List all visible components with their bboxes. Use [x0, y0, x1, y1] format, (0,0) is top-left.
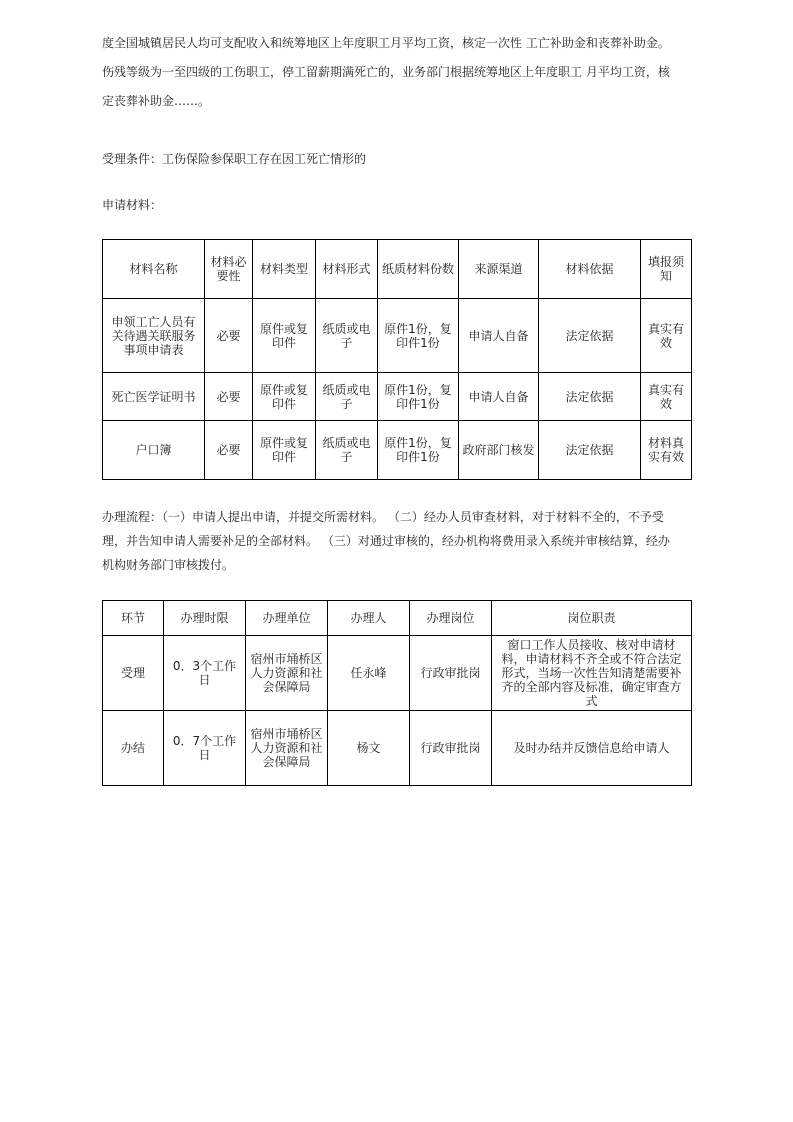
intro-line: 定丧葬补助金……。 [102, 94, 211, 108]
table-cell: 原件或复印件 [253, 373, 316, 421]
table-cell: 宿州市埇桥区人力资源和社会保障局 [246, 636, 328, 711]
process-line: 理，并告知申请人需要补足的全部材料。 （三）对通过审核的，经办机构将费用录入系统并审核结算，经办 [102, 534, 670, 548]
table-cell: 必要 [205, 421, 253, 480]
header-cell: 环节 [103, 601, 164, 636]
table-cell: 必要 [205, 373, 253, 421]
table-row [103, 711, 692, 786]
table-cell: 政府部门核发 [459, 421, 539, 480]
table-cell: 真实有效 [641, 299, 692, 373]
table-cell: 纸质或电子 [316, 299, 378, 373]
table-cell: 原件或复印件 [253, 299, 316, 373]
table-cell: 材料真实有效 [641, 421, 692, 480]
process-table [102, 600, 692, 786]
header-cell: 来源渠道 [459, 240, 539, 299]
table-row [103, 421, 692, 480]
header-cell: 办理时限 [164, 601, 246, 636]
table-cell: 行政审批岗 [410, 711, 492, 786]
table-cell: 办结 [103, 711, 164, 786]
materials-label: 申请材料： [102, 198, 163, 212]
table-cell: 申请人自备 [459, 299, 539, 373]
condition-text: 受理条件：工伤保险参保职工存在因工死亡情形的 [102, 152, 367, 166]
material-name-cell: 申领工亡人员有关待遇关联服务事项申请表 [103, 299, 205, 373]
table-cell: 原件1份，复印件1份 [378, 373, 459, 421]
table-header-row [103, 240, 692, 299]
table-cell: 宿州市埇桥区人力资源和社会保障局 [246, 711, 328, 786]
header-cell: 材料依据 [539, 240, 641, 299]
table-cell: 杨文 [328, 711, 410, 786]
table-cell: 0．7个工作日 [164, 711, 246, 786]
header-cell: 材料形式 [316, 240, 378, 299]
table-cell: 窗口工作人员接收、核对申请材料，申请材料不齐全或不符合法定形式，当场一次性告知清楚需要补齐的全部内容及标准，确定审查方式 [492, 636, 692, 711]
application-materials-heading [102, 198, 702, 212]
acceptance-condition [102, 152, 702, 166]
process-line: 机构财务部门审核拨付。 [102, 558, 235, 572]
table-cell: 及时办结并反馈信息给申请人 [492, 711, 692, 786]
table-cell: 纸质或电子 [316, 373, 378, 421]
table-cell: 真实有效 [641, 373, 692, 421]
table-cell: 必要 [205, 299, 253, 373]
material-name-cell: 死亡医学证明书 [103, 373, 205, 421]
header-cell: 办理人 [328, 601, 410, 636]
table-row [103, 636, 692, 711]
table-cell: 原件1份，复印件1份 [378, 421, 459, 480]
table-cell: 法定依据 [539, 299, 641, 373]
table-cell: 法定依据 [539, 373, 641, 421]
table-cell: 法定依据 [539, 421, 641, 480]
table-cell: 受理 [103, 636, 164, 711]
table-cell: 任永峰 [328, 636, 410, 711]
header-cell: 办理单位 [246, 601, 328, 636]
material-name-cell: 户口簿 [103, 421, 205, 480]
header-cell: 材料名称 [103, 240, 205, 299]
table-cell: 原件1份，复印件1份 [378, 299, 459, 373]
process-line: 办理流程：（一）申请人提出申请，并提交所需材料。 （二）经办人员审查材料，对于材料不全的，不予受 [102, 510, 664, 524]
table-cell: 0．3个工作日 [164, 636, 246, 711]
table-cell: 行政审批岗 [410, 636, 492, 711]
table-cell: 申请人自备 [459, 373, 539, 421]
process-paragraph [102, 510, 702, 582]
header-cell: 办理岗位 [410, 601, 492, 636]
intro-line: 度全国城镇居民人均可支配收入和统筹地区上年度职工月平均工资，核定一次性 工亡补助金和丧葬补助金。 [102, 36, 670, 50]
table-cell: 纸质或电子 [316, 421, 378, 480]
header-cell: 填报须知 [641, 240, 692, 299]
header-cell: 材料必要性 [205, 240, 253, 299]
materials-table [102, 239, 692, 480]
intro-line: 伤残等级为一至四级的工伤职工，停工留薪期满死亡的，业务部门根据统筹地区上年度职工 月平均工资，核 [102, 65, 670, 79]
intro-paragraph [102, 36, 702, 123]
header-cell: 材料类型 [253, 240, 316, 299]
header-cell: 岗位职责 [492, 601, 692, 636]
table-header-row [103, 601, 692, 636]
table-row [103, 373, 692, 421]
table-cell: 原件或复印件 [253, 421, 316, 480]
header-cell: 纸质材料份数 [378, 240, 459, 299]
table-row [103, 299, 692, 373]
